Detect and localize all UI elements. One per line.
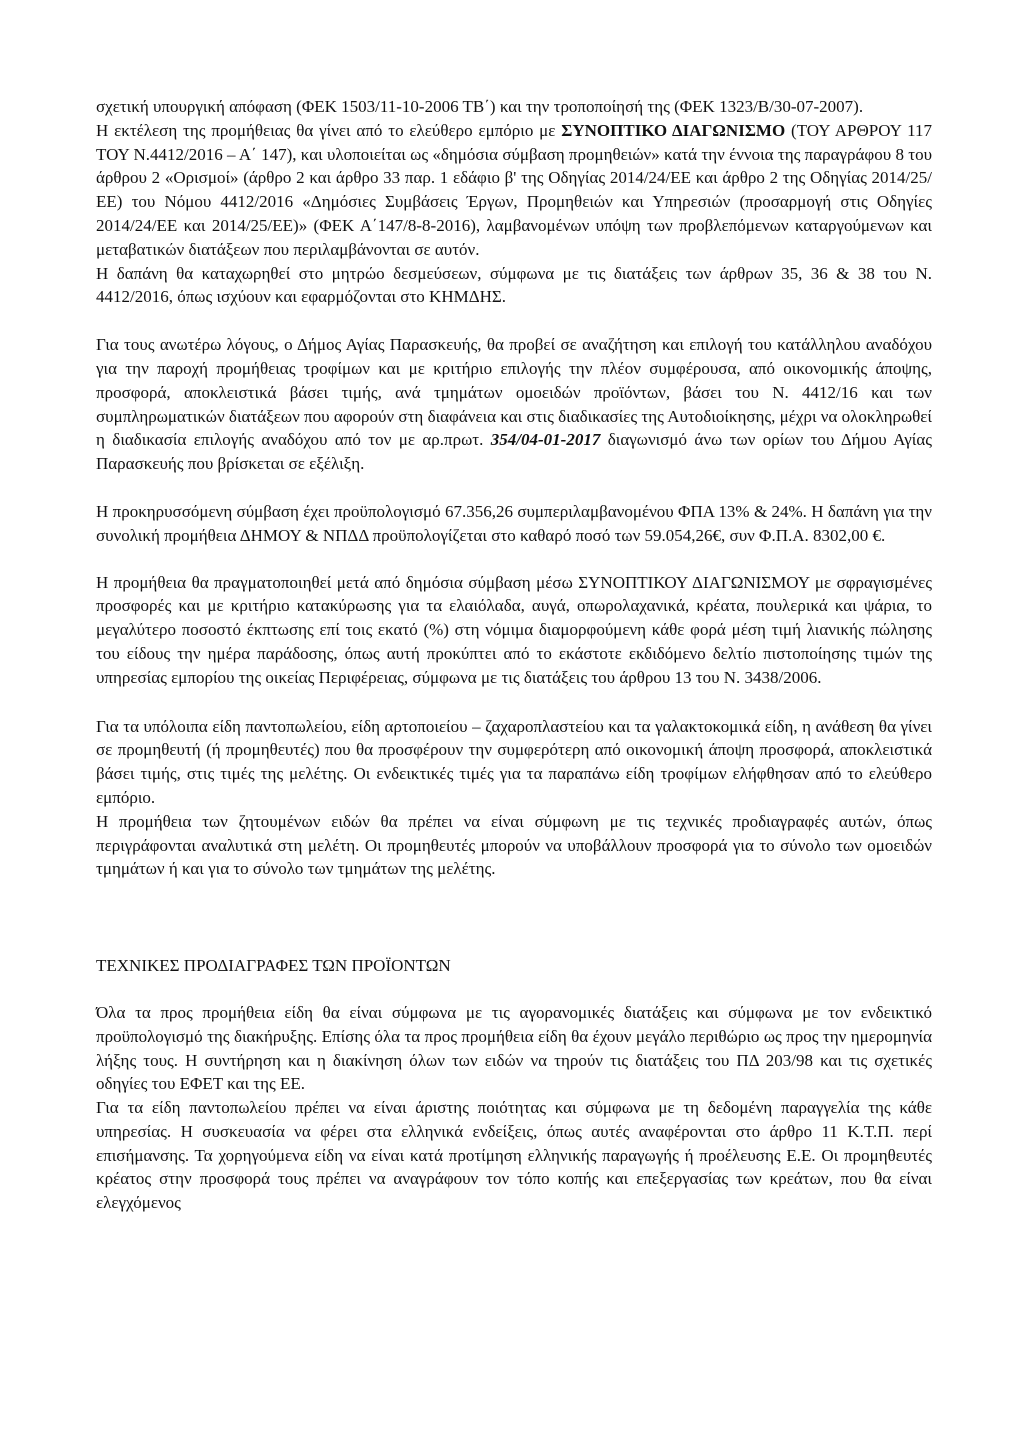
paragraph-grocery-items: Για τα είδη παντοπωλείου πρέπει να είναι άριστης ποιότητας και σύμφωνα με τη δεδομένη παραγγελία της κάθε υπηρεσίας. Η συσκευασία να φέρει στα ελληνικά ενδείξεις, όπως αυτές αναφέρονται στο άρθρο 11 Κ.Τ.Π. περί επισήμανσης. Τα χορηγούμενα είδη να είναι κατά προτίμηση ελληνικής παραγωγής ή προέλευσης Ε.Ε. Οι προμηθευτές κρέατος στην προσφορά τους πρέπει να αναγράφουν τον τόπο κοπής και επεξεργασίας των κρεάτων, που θα είναι ελεγχόμενος	[96, 1098, 932, 1213]
paragraph-procurement-method	[96, 119, 932, 262]
paragraph-technical-compliance: Η προμήθεια των ζητουμένων ειδών θα πρέπει να είναι σύμφωνη με τις τεχνικές προδιαγραφές αυτών, όπως περιγράφονται αναλυτικά στη μελέτη. Οι προμηθευτές μπορούν να υποβάλλουν προσφορά για το σύνολο των ομοειδών τμημάτων ή και για το σύνολο των τμημάτων της μελέτης.	[96, 811, 932, 879]
procurement-method-details: (ΤΟΥ ΑΡΘΡΟΥ 117 ΤΟΥ Ν.4412/2016 – Α΄ 147), και υλοποιείται ως «δημόσια σύμβαση προμηθειών» κατά την έννοια της παραγράφου 8 του άρθρου 2 «Ορισμοί» (άρθρο 2 και άρθρο 33 παρ. 1 εδάφιο β' της Οδηγίας 2014/24/ΕΕ και άρθρο 2 της Οδηγίας 2014/25/ΕΕ) του Νόμου 4412/2016 «Δημόσιες Συμβάσεις Έργων, Προμηθειών και Υπηρεσιών (προσαρμογή στις Οδηγίες 2014/24/ΕΕ και 2014/25/ΕΕ)» (ΦΕΚ Α΄147/8-8-2016), λαμβανομένων υπόψη των προβλεπόμενων καταργούμενων και μεταβατικών διατάξεων που περιλαμβάνονται σε αυτόν.	[96, 120, 932, 259]
paragraph-expense-registry: Η δαπάνη θα καταχωρηθεί στο μητρώο δεσμεύσεων, σύμφωνα με τις διατάξεις των άρθρων 35, 36 & 38 του Ν. 4412/2016, όπως ισχύουν και εφαρμόζονται στο ΚΗΜΔΗΣ.	[96, 263, 932, 307]
paragraph-award-criteria: Η προμήθεια θα πραγματοποιηθεί μετά από δημόσια σύμβαση μέσω ΣΥΝΟΠΤΙΚΟΥ ΔΙΑΓΩΝΙΣΜΟΥ με σφραγισμένες προσφορές και με κριτήριο κατακύρωσης για τα ελαιόλαδα, αυγά, οπωρολαχανικά, κρέατα, πουλερικά και ψάρια, το μεγαλύτερο ποσοστό έκπτωσης επί τοις εκατό (%) στη νόμιμα διαμορφούμενη κάθε φορά μέση τιμή λιανικής πώλησης του είδους την ημέρα παράδοσης, όπως αυτή προκύπτει από το εκάστοτε εκδιδόμενο δελτίο πιστοποίησης τιμών της υπηρεσίας εμπορίου της οικείας Περιφέρειας, σύμφωνα με τις διατάξεις του άρθρου 13 του Ν. 3438/2006.	[96, 572, 932, 687]
paragraph-budget: Η προκηρυσσόμενη σύμβαση έχει προϋπολογισμό 67.356,26 συμπεριλαμβανομένου ΦΠΑ 13% & 24%. Η δαπάνη για την συνολική προμήθεια ΔΗΜΟΥ & ΝΠΔΔ προϋπολογίζεται στο καθαρό ποσό των 59.054,26€, συν Φ.Π.Α. 8302,00 €.	[96, 501, 932, 545]
procurement-method-bold: ΣΥΝΟΠΤΙΚΟ ΔΙΑΓΩΝΙΣΜΟ	[561, 120, 786, 140]
paragraph-contractor-selection	[96, 333, 932, 476]
protocol-number: 354/04-01-2017	[490, 430, 601, 450]
procurement-method-intro: Η εκτέλεση της προμήθειας θα γίνει από το ελεύθερο εμπόριο με	[96, 120, 562, 140]
contractor-selection-end: διαγωνισμό άνω των ορίων του Δήμου Αγίας Παρασκευής που βρίσκεται σε εξέλιξη.	[96, 430, 932, 474]
paragraph-other-items: Για τα υπόλοιπα είδη παντοπωλείου, είδη αρτοποιείου – ζαχαροπλαστείου και τα γαλακτοκομικά είδη, η ανάθεση θα γίνει σε προμηθευτή (ή προμηθευτές) που θα προσφέρουν την συμφερότερη από οικονομική άποψη προσφορά, αποκλειστικά βάσει τιμής, στις τιμές της μελέτης. Οι ενδεικτικές τιμές για τα παραπάνω είδη τροφίμων ελήφθησαν από το ελεύθερο εμπόριο.	[96, 716, 932, 807]
paragraph-general-requirements: Όλα τα προς προμήθεια είδη θα είναι σύμφωνα με τις αγορανομικές διατάξεις και σύμφωνα με τον ενδεικτικό προϋπολογισμό της διακήρυξης. Επίσης όλα τα προς προμήθεια είδη θα έχουν μεγάλο περιθώριο ως προς την ημερομηνία λήξης τους. Η συντήρηση και η διακίνηση όλων των ειδών να τηρούν τις διατάξεις του ΠΔ 203/98 και τις σχετικές οδηγίες του ΕΦΕΤ και της ΕΕ.	[96, 1002, 932, 1094]
contractor-selection-text: Για τους ανωτέρω λόγους, ο Δήμος Αγίας Παρασκευής, θα προβεί σε αναζήτηση και επιλογή του κατάλληλου αναδόχου για την παροχή προμήθειας τροφίμων και με κριτήριο επιλογής την πλέον συμφέρουσα, από οικονομικής άποψης, προσφορά, αποκλειστικά βάσει τιμής, ανά τμημάτων ομοειδών προϊόντων, βάσει του Ν. 4412/16 και των συμπληρωματικών διατάξεων που αφορούν στη διαφάνεια και στις διαδικασίες της Αυτοδιοίκησης, μέχρι να ολοκληρωθεί η διαδικασία επιλογής αναδόχου από τον με αρ.πρωτ.	[96, 335, 932, 450]
paragraph-fek-reference: σχετική υπουργική απόφαση (ΦΕΚ 1503/11-10-2006 ΤΒ΄) και την τροποποίησή της (ΦΕΚ 1323/Β/30-07-2007).	[96, 97, 864, 116]
section-heading-technical-specs: ΤΕΧΝΙΚΕΣ ΠΡΟΔΙΑΓΡΑΦΕΣ ΤΩΝ ΠΡΟΪΟΝΤΩΝ	[96, 956, 451, 976]
